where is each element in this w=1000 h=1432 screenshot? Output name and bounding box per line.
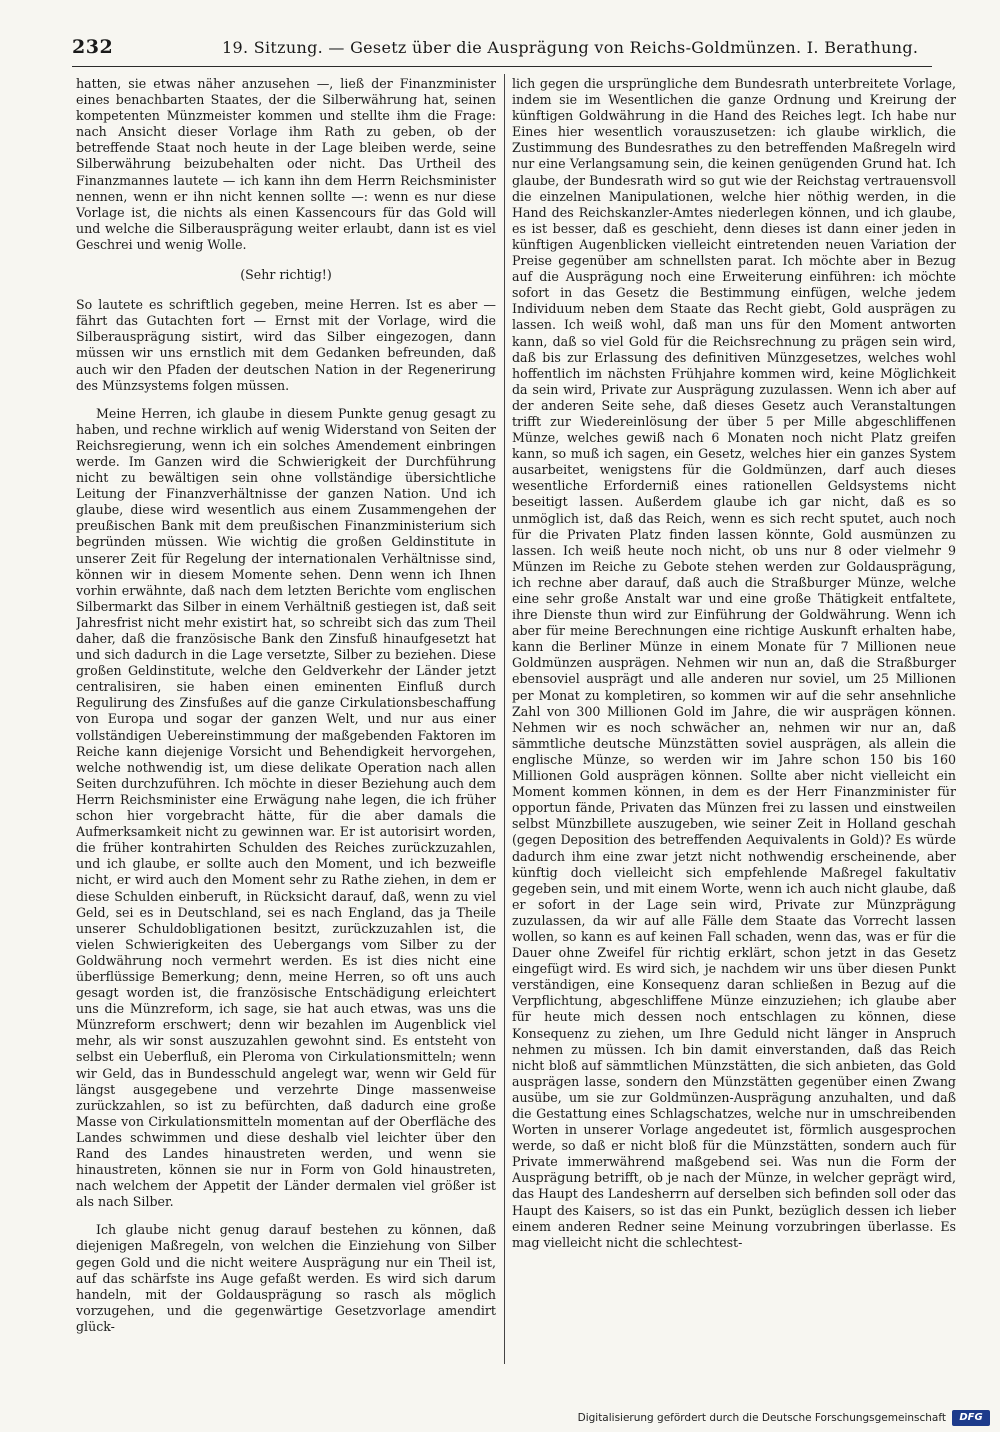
right-paragraph-1: lich gegen die ursprüngliche dem Bundesrath unterbreitete Vorlage, indem sie im Wesentlichen die ganze Ordnung und Kreirung der künftigen Goldwährung in die Hand des Reiches legt. Ich habe nur Eines hier wesentlich vorauszusetzen: ich glaube wirklich, die Zustimmung des Bundesrathes zu den betreffenden Maßregeln wird nur eine Verlangsamung sein, die keinen genügenden Grund hat. Ich glaube, der Bundesrath wird so gut wie der Reichstag vertrauensvoll die einzelnen Manipulationen, welche hier nöthig werden, in die Hand des Reichskanzler-Amtes niederlegen können, und ich glaube, es ist besser, daß es geschieht, denn dieses ist dann einer jeden in künftigen Augenblicken vielleicht eintretenden neuen Variation der Preise gegenüber am schnellsten parat. Ich möchte aber in Bezug auf die Ausprägung noch eine Erweiterung einführen: ich möchte sofort in das Gesetz die Bestimmung einfügen, welche jedem Individuum neben dem Staate das Recht giebt, Gold ausprägen zu lassen. Ich weiß wohl, daß man uns für den Moment antworten kann, daß so viel Gold für die Reichsrechnung zu prägen sein wird, daß bis zur Erlassung des definitiven Münzgesetzes, welches wohl hoffentlich im nächsten Frühjahre kommen wird, keine Möglichkeit da sein wird, Private zur Ausprägung zuzulassen. Wenn ich aber auf der anderen Seite sehe, daß dieses Gesetz auch Veranstaltungen trifft zur Wiedereinlösung der über 5 per Mille abgeschliffenen Münze, welches gewiß nach 6 Monaten noch nicht Platz greifen kann, so muß ich sagen, ein Gesetz, welches hier ein ganzes System ausarbeitet, wenigstens für die Goldmünzen, darf auch dieses wesentliche Erforderniß eines rationellen Geldsystems nicht beseitigt lassen. Außerdem glaube ich gar nicht, daß es so unmöglich ist, daß das Reich, wenn es sich recht sputet, auch noch für die Privaten Platz finden lassen könnte, Gold ausmünzen zu lassen. Ich weiß heute noch nicht, ob uns nur 8 oder vielmehr 9 Münzen im Reiche zu Gebote stehen werden zur Goldausprägung, ich rechne aber darauf, daß auch die Straßburger Münze, welche eine sehr große Anstalt war und eine große Thätigkeit entfaltete, ihre Dienste thun wird zur Einführung der Goldwährung. Wenn ich aber für meine Berechnungen eine richtige Auskunft erhalten habe, kann die Berliner Münze in einem Monate für 7 Millionen neue Goldmünzen ausprägen. Nehmen wir nun an, daß die Straßburger ebensoviel ausprägt und alle anderen nur soviel, um 25 Millionen per Monat zu kompletiren, so kommen wir auf die sehr ansehnliche Zahl von 300 Millionen Gold im Jahre, die wir ausprägen können. Nehmen wir es noch schwächer an, nehmen wir nur an, daß sämmtliche deutsche Münzstätten soviel ausprägen, als allein die englische Münze, so werden wir im Jahre schon 150 bis 160 Millionen Gold ausprägen können. Sollte aber nicht vielleicht ein Moment kommen können, in dem es der Herr Finanzminister für opportun fände, Privaten das Münzen frei zu lassen und einstweilen selbst Münzbillete auszugeben, wie seiner Zeit in Holland geschah (gegen Deposition des betreffenden Aequivalents in Gold)? Es würde dadurch ihm eine zwar jetzt nicht nothwendig erscheinende, aber künftig doch vielleicht sich empfehlende Maßregel fakultativ gegeben sein, und mit einem Worte, wenn ich auch nicht glaube, daß er sofort in der Lage sein wird, Private zur Münzprägung zuzulassen, da wir auf alle Fälle dem Staate das Vorrecht lassen wollen, so kann es auf keinen Fall schaden, wenn das, was er für die Dauer ohne Zweifel für richtig erklärt, schon jetzt in das Gesetz eingefügt wird. Es wird sich, je nachdem wir uns über diesen Punkt verständigen, eine Konsequenz daran schließen in Bezug auf die Verpflichtung, abgeschliffene Münze einzuziehen; ich glaube aber für heute mich dessen noch entschlagen zu können, diese Konsequenz zu ziehen, um Ihre Geduld nicht länger in Anspruch nehmen zu müssen. Ich bin damit einverstanden, daß das Reich nicht bloß auf sämmtlichen Münzstätten, die sich anbieten, das Gold ausprägen lasse, sondern den Münzstätten gegenüber einen Zwang ausübe, um sie zur Goldmünzen-Ausprägung anzuhalten, und daß die Gestattung eines Schlagschatzes, welche nur in umschreibenden Worten in unserer Vorlage angedeutet ist, förmlich ausgesprochen werde, so daß er nicht bloß für die Münzstätten, sondern auch für Private immerwährend maßgebend sei. Was nun die Form der Ausprägung betrifft, ob je nach der Münze, in welcher geprägt wird, das Haupt des Landesherrn auf derselben sich befinden soll oder das Haupt des Kaisers, so ist das ein Punkt, bezüglich dessen ich lieber einem anderen Redner seine Meinung vorzubringen überlasse. Es mag vielleicht nicht die schlechtest- bbox=[512, 76, 956, 1250]
page-footer bbox=[577, 1412, 990, 1430]
dfg-logo: DFG bbox=[952, 1410, 990, 1426]
column-divider bbox=[504, 74, 505, 1364]
left-paragraph-3: Meine Herren, ich glaube in diesem Punkte genug gesagt zu haben, und rechne wirklich auf wenig Widerstand von Seiten der Reichsregierung, wenn ich ein solches Amendement einbringen werde. Im Ganzen wird die Schwierigkeit der Durchführung nicht zu bewältigen sein ohne vollständige übersichtliche Leitung der Finanzverhältnisse der ganzen Nation. Und ich glaube, diese wird wesentlich aus einem Zusammengehen der preußischen Bank mit dem preußischen Finanzministerium sich begründen müssen. Wie wichtig die großen Geldinstitute in unserer Zeit für Regelung der internationalen Verhältnisse sind, können wir in diesem Momente sehen. Denn wenn ich Ihnen vorhin erwähnte, daß nach dem letzten Berichte vom englischen Silbermarkt das Silber in einem Verhältniß gestiegen ist, daß seit Jahresfrist nicht mehr existirt hat, so schreibt sich das zum Theil daher, daß die französische Bank den Zinsfuß hinaufgesetzt hat und sich dadurch in die Lage versetzte, Silber zu beziehen. Diese großen Geldinstitute, welche den Geldverkehr der Länder jetzt centralisiren, sie haben einen eminenten Einfluß durch Regulirung des Zinsfußes auf die ganze Cirkulationsbeschaffung von Europa und sogar der ganzen Welt, und nur aus einer vollständigen Uebereinstimmung der maßgebenden Faktoren im Reiche kann diejenige Vorsicht und Behendigkeit hervorgehen, welche nothwendig ist, um diese delikate Operation nach allen Seiten durchzuführen. Ich möchte in dieser Beziehung auch dem Herrn Reichsminister eine Erwägung nahe legen, die ich früher schon hier vorgebracht hätte, für die aber damals die Aufmerksamkeit nicht zu gewinnen war. Er ist autorisirt worden, die früher kontrahirten Schulden des Reiches zurückzuzahlen, und ich glaube, er sollte auch den Moment, und ich bezweifle nicht, er wird auch den Moment sehr zu Rathe ziehen, in dem er diese Schulden einberuft, in Rücksicht darauf, daß, wenn zu viel Geld, sei es in Deutschland, sei es nach England, das ja Theile unserer Schuldobligationen besitzt, zurückzuzahlen ist, die vielen Schwierigkeiten des Uebergangs vom Silber zu der Goldwährung noch vermehrt werden. Es ist dies nicht eine überflüssige Bemerkung; denn, meine Herren, so oft uns auch gesagt worden ist, die französische Entschädigung erleichtert uns die Münzreform, ich sage, sie hat auch etwas, was uns die Münzreform erschwert; denn wir bezahlen im Augenblick viel mehr, als wir sonst auszuzahlen gewohnt sind. Es entsteht von selbst ein Ueberfluß, ein Pleroma von Cirkulationsmitteln; wenn wir Geld, das in Bundesschuld angelegt war, wenn wir Geld für längst ausgegebene und verzehrte Dinge massenweise zurückzahlen, so ist zu befürchten, daß dadurch eine große Masse von Cirkulationsmitteln momentan auf der Oberfläche des Landes schwimmen und diese deshalb viel leichter über den Rand des Landes hinaustreten werden, und wenn sie hinaustreten, können sie nur in Form von Gold hinaustreten, nach welchem der Appetit der Länder dermalen viel größer ist als nach Silber. bbox=[76, 405, 496, 1210]
applause-remark: (Sehr richtig!) bbox=[240, 267, 332, 283]
running-head: 19. Sitzung. — Gesetz über die Ausprägung von Reichs-Goldmünzen. I. Berathung. bbox=[222, 38, 919, 57]
page-number: 232 bbox=[72, 36, 114, 58]
right-column bbox=[512, 76, 956, 1356]
left-column bbox=[76, 76, 496, 1356]
left-paragraph-2: So lautete es schriftlich gegeben, meine Herren. Ist es aber — fährt das Gutachten fort — Ernst mit der Vorlage, wird die Silberausprägung sistirt, wird das Silber eingezogen, dann müssen wir uns ernstlich mit dem Gedanken befreunden, daß auch wir den Pfaden der deutschen Nation in der Regenerirung des Münzsystems folgen müssen. bbox=[76, 297, 496, 393]
left-paragraph-4: Ich glaube nicht genug darauf bestehen zu können, daß diejenigen Maßregeln, von welchen die Einziehung von Silber gegen Gold und die nicht weitere Ausprägung nur ein Theil ist, auf das schärfste ins Auge gefaßt werden. Es wird sich darum handeln, mit der Goldausprägung so rasch als möglich vorzugehen, und die gegenwärtige Gesetzvorlage amendirt glück- bbox=[76, 1222, 496, 1334]
page-header bbox=[72, 34, 932, 67]
funding-note: Digitalisierung gefördert durch die Deutsche Forschungsgemeinschaft bbox=[577, 1412, 946, 1424]
left-paragraph-1: hatten, sie etwas näher anzusehen —, ließ der Finanzminister eines benachbarten Staates, der die Silberwährung hat, seinen kompetenten Münzmeister kommen und stellte ihm die Frage: nach Ansicht dieser Vorlage ihm Rath zu geben, ob der betreffende Staat noch heute in der Lage bleiben werde, seine Silberwährung beizubehalten oder nicht. Das Urtheil des Finanzmannes lautete — ich kann ihn dem Herrn Reichsminister nennen, wenn er ihn nicht kennen sollte —: wenn es nur diese Vorlage ist, die nichts als einen Kassencours für das Gold will und welche die Silberausprägung weiter erlaubt, dann ist es viel Geschrei und wenig Wolle. bbox=[76, 76, 496, 252]
